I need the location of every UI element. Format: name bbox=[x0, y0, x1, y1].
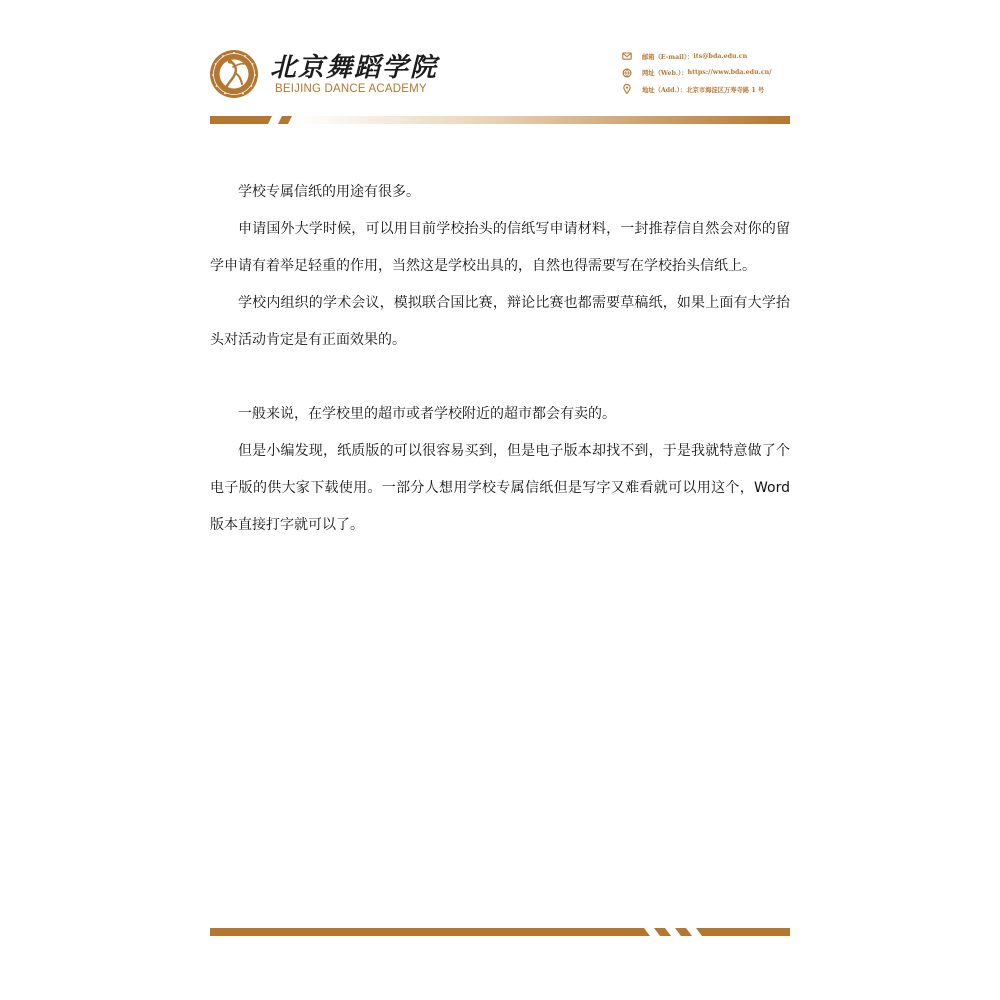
contact-address-row bbox=[622, 81, 792, 97]
address-label: 地址（Add.）： bbox=[642, 86, 687, 94]
email-value: its@bda.edu.cn bbox=[693, 52, 748, 60]
academy-name-english: BEIJING DANCE ACADEMY bbox=[275, 83, 427, 95]
letter-body bbox=[210, 174, 790, 544]
web-label: 网址（Web.）： bbox=[642, 70, 688, 77]
email-label: 邮箱（E-mail）： bbox=[642, 53, 694, 61]
contact-block bbox=[622, 48, 792, 98]
letterhead-header bbox=[0, 0, 1000, 130]
contact-web-row bbox=[622, 65, 792, 81]
mail-icon bbox=[622, 51, 632, 61]
location-pin-icon bbox=[622, 84, 632, 94]
academy-name-chinese: 北京舞蹈学院 bbox=[270, 53, 439, 83]
globe-icon bbox=[622, 68, 632, 78]
paragraph-3: 学校内组织的学术会议，模拟联合国比赛，辩论比赛也都需要草稿纸，如果上面有大学抬头对活动肯定是有正面效果的。 bbox=[210, 295, 790, 348]
paragraph-2: 申请国外大学时候，可以用目前学校抬头的信纸写申请材料，一封推荐信自然会对你的留学申请有着举足轻重的作用，当然这是学校出具的，自然也得需要写在学校抬头信纸上。 bbox=[210, 221, 790, 274]
contact-email-row bbox=[622, 48, 792, 64]
address-value: 北京市海淀区万寿寺路 1 号 bbox=[686, 86, 765, 94]
paragraph-4: 一般来说，在学校里的超市或者学校附近的超市都会有卖的。 bbox=[238, 406, 616, 422]
footer-divider-bar bbox=[210, 928, 790, 936]
paragraph-spacer bbox=[210, 359, 790, 396]
paragraph-5: 但是小编发现，纸质版的可以很容易买到，但是电子版本却找不到，于是我就特意做了个电子版的供大家下载使用。一部分人想用学校专属信纸但是写字又难看就可以用这个，Word 版本直接打字就可以了。 bbox=[210, 443, 790, 533]
header-divider-bar bbox=[210, 116, 790, 124]
web-value: https://www.bda.edu.cn/ bbox=[687, 69, 772, 76]
paragraph-1: 学校专属信纸的用途有很多。 bbox=[238, 184, 420, 200]
academy-seal-logo bbox=[209, 49, 259, 99]
